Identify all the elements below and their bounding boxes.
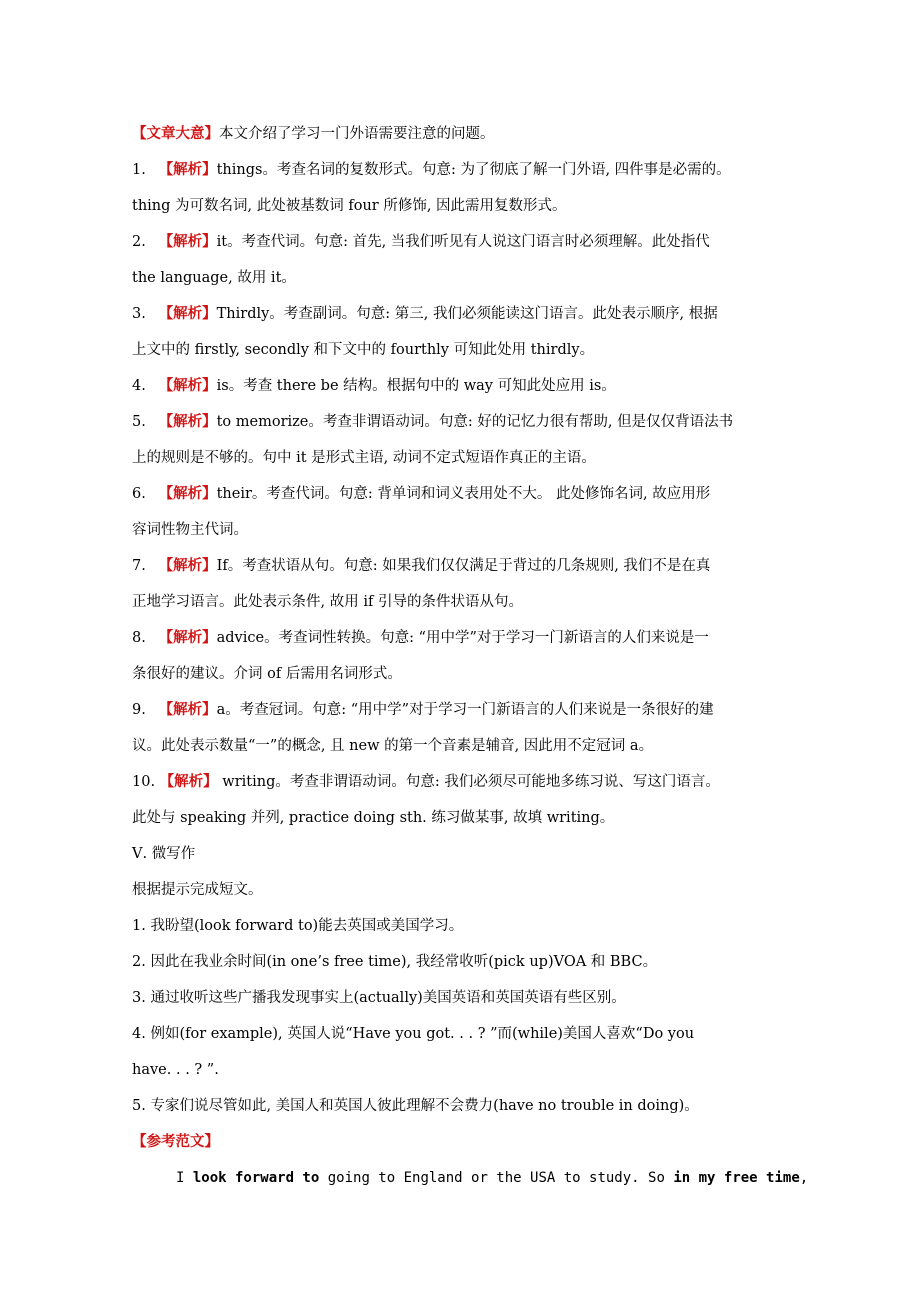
sample-essay-line: I look forward to going to England or the USA to study. So in my free time, xyxy=(176,1170,809,1186)
answer-item-8: 8. 【解析】advice。考查词性转换。句意: “用中学”对于学习一门新语言的人们来说是一 xyxy=(132,629,709,646)
task-item: 3. 通过收听这些广播我发现事实上(actually)美国英语和英国英语有些区别。 xyxy=(132,990,626,1006)
task-item: 2. 因此在我业余时间(in one’s free time), 我经常收听(pick up)VOA 和 BBC。 xyxy=(132,954,658,970)
answer-item-9: 9. 【解析】a。考查冠词。句意: “用中学”对于学习一门新语言的人们来说是一条很好的建 xyxy=(132,701,714,718)
task-item: 1. 我盼望(look forward to)能去英国或美国学习。 xyxy=(132,918,464,934)
analysis-tag: 【解析】 xyxy=(158,557,217,574)
document-content xyxy=(132,116,809,1196)
analysis-tag: 【解析】 xyxy=(158,413,217,430)
answer-item-6-cont: 容词性物主代词。 xyxy=(132,522,248,538)
analysis-tag: 【解析】 xyxy=(158,485,217,502)
analysis-tag: 【解析】 xyxy=(158,629,217,646)
answer-item-6: 6. 【解析】their。考查代词。句意: 背单词和词义表用处不大。 此处修饰名词, 故应用形 xyxy=(132,485,711,502)
task-item: 5. 专家们说尽管如此, 美国人和英国人彼此理解不会费力(have no trouble in doing)。 xyxy=(132,1098,699,1114)
answer-item-2: 2. 【解析】it。考查代词。句意: 首先, 当我们听见有人说这门语言时必须理解。此处指代 xyxy=(132,233,710,250)
summary-text: 本文介绍了学习一门外语需要注意的问题。 xyxy=(219,126,495,142)
reference-heading xyxy=(132,1124,792,1160)
answer-item-4: 4. 【解析】is。考查 there be 结构。根据句中的 way 可知此处应用 is。 xyxy=(132,377,616,394)
answer-item-8-cont: 条很好的建议。介词 of 后需用名词形式。 xyxy=(132,666,402,682)
summary-line xyxy=(132,116,792,152)
analysis-tag: 【解析】 xyxy=(159,773,218,790)
analysis-tag: 【解析】 xyxy=(158,305,217,322)
sample-bold-phrase: look forward to xyxy=(192,1170,320,1186)
answer-item-5: 5. 【解析】to memorize。考查非谓语动词。句意: 好的记忆力很有帮助, 但是仅仅背语法书 xyxy=(132,413,734,430)
answer-item-9-cont: 议。此处表示数量“一”的概念, 且 new 的第一个音素是辅音, 因此用不定冠词 a。 xyxy=(132,738,654,754)
analysis-tag: 【解析】 xyxy=(158,701,217,718)
analysis-tag: 【解析】 xyxy=(158,377,217,394)
analysis-tag: 【解析】 xyxy=(158,233,217,250)
summary-tag: 【文章大意】 xyxy=(132,125,219,142)
reference-tag: 【参考范文】 xyxy=(132,1133,219,1150)
answer-item-1: 1. 【解析】things。考查名词的复数形式。句意: 为了彻底了解一门外语, 四件事是必需的。 xyxy=(132,161,731,178)
answer-item-5-cont: 上的规则是不够的。句中 it 是形式主语, 动词不定式短语作真正的主语。 xyxy=(132,450,596,466)
section-title: Ⅴ. 微写作 xyxy=(132,846,196,862)
answer-item-7: 7. 【解析】If。考查状语从句。句意: 如果我们仅仅满足于背过的几条规则, 我们不是在真 xyxy=(132,557,711,574)
task-item-cont: have. . . ? ”. xyxy=(132,1062,219,1078)
sample-bold-phrase: in my free time xyxy=(673,1170,800,1186)
answer-item-3: 3. 【解析】Thirdly。考查副词。句意: 第三, 我们必须能读这门语言。此处表示顺序, 根据 xyxy=(132,305,718,322)
answer-item-1-cont: thing 为可数名词, 此处被基数词 four 所修饰, 因此需用复数形式。 xyxy=(132,198,567,214)
answer-item-10: 10. 【解析】 writing。考查非谓语动词。句意: 我们必须尽可能地多练习说、写这门语言。 xyxy=(132,773,720,790)
analysis-tag: 【解析】 xyxy=(158,161,217,178)
task-item: 4. 例如(for example), 英国人说“Have you got. . . ? ”而(while)美国人喜欢“Do you xyxy=(132,1026,695,1042)
instruction: 根据提示完成短文。 xyxy=(132,882,263,898)
answer-item-2-cont: the language, 故用 it。 xyxy=(132,270,296,286)
answer-item-3-cont: 上文中的 firstly, secondly 和下文中的 fourthly 可知此处用 thirdly。 xyxy=(132,342,595,358)
answer-item-7-cont: 正地学习语言。此处表示条件, 故用 if 引导的条件状语从句。 xyxy=(132,594,523,610)
answer-item-10-cont: 此处与 speaking 并列, practice doing sth. 练习做某事, 故填 writing。 xyxy=(132,810,615,826)
